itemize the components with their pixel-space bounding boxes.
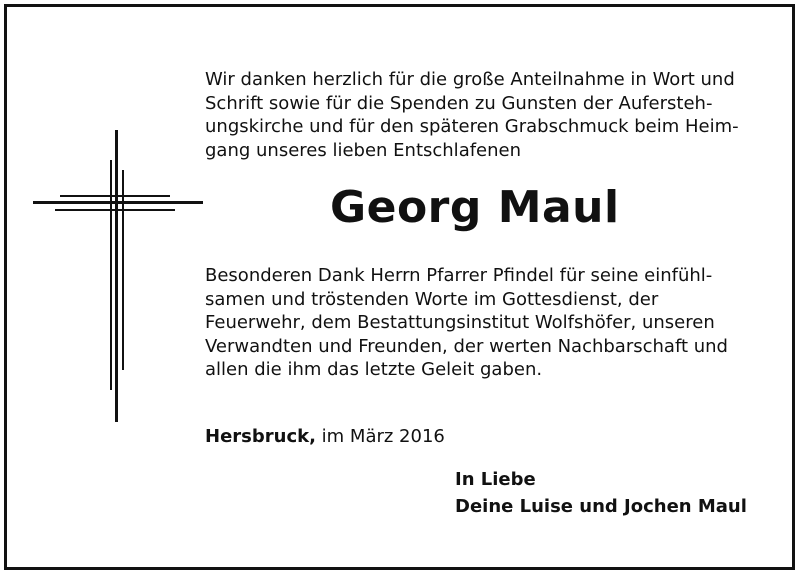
intro-line: Wir danken herzlich für die große Anteilnahme in Wort und — [205, 69, 735, 90]
place-name: Hersbruck, — [205, 426, 316, 447]
thanks-text — [205, 264, 745, 382]
deceased-name: Georg Maul — [330, 182, 620, 233]
date-text: im März 2016 — [321, 426, 445, 447]
signature-line: In Liebe — [455, 469, 536, 490]
intro-text — [205, 68, 745, 162]
place-date — [205, 425, 445, 449]
thanks-line: Verwandten und Freunden, der werten Nachbarschaft und — [205, 335, 728, 357]
intro-line: Schrift sowie für die Spenden zu Gunsten der Aufersteh- — [205, 92, 713, 114]
intro-line: gang unseres lieben Entschlafenen — [205, 139, 522, 161]
thanks-line: Besonderen Dank Herrn Pfarrer Pfindel für seine einfühl- — [205, 265, 713, 286]
intro-line: ungskirche und für den späteren Grabschmuck beim Heim- — [205, 116, 739, 137]
thanks-line: allen die ihm das letzte Geleit gaben. — [205, 359, 543, 380]
thanks-line: Feuerwehr, dem Bestattungsinstitut Wolfshöfer, unseren — [205, 312, 715, 333]
signature — [455, 466, 747, 520]
cross-icon — [30, 125, 210, 425]
thanks-line: samen und tröstenden Worte im Gottesdienst, der — [205, 288, 659, 310]
signature-line: Deine Luise und Jochen Maul — [455, 496, 747, 517]
